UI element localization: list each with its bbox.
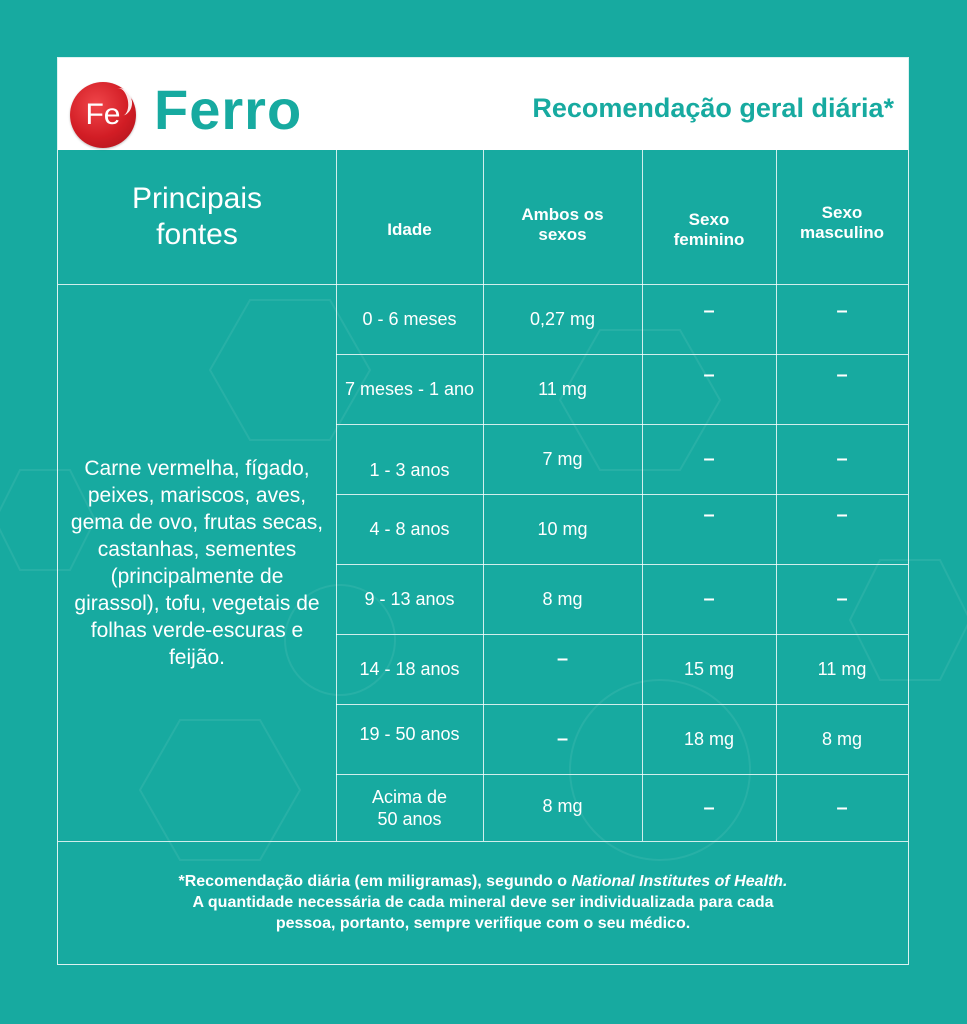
sources-header: [58, 150, 336, 284]
footnote: [58, 841, 908, 964]
age-cell: 9 - 13 anos: [364, 589, 455, 609]
age-cell: 4 - 8 anos: [369, 519, 450, 539]
age-cell: 0 - 6 meses: [362, 309, 457, 329]
iron-symbol-badge: [70, 82, 136, 148]
both-sexes-cell: 0,27 mg: [529, 309, 596, 329]
footnote-source: National Institutes of Health.: [571, 873, 788, 890]
female-cell: –: [703, 796, 715, 819]
card-header: [58, 58, 908, 150]
column-header-label: Ambos os sexos: [521, 205, 604, 244]
iron-card: [57, 57, 909, 965]
female-cell: –: [703, 588, 715, 610]
column-header-both: [483, 150, 642, 300]
column-header-label: Idade: [387, 220, 432, 239]
both-sexes-cell: 8 mg: [542, 589, 583, 609]
sources-header-label: Principais fontes: [131, 182, 263, 251]
both-sexes-cell: –: [556, 648, 569, 670]
age-cell: 14 - 18 anos: [359, 659, 460, 679]
footnote-line-2: A quantidade necessária de cada mineral deve ser individualizada para cada: [192, 894, 774, 911]
column-header-label: Sexo masculino: [799, 203, 885, 242]
both-sexes-cell: 7 mg: [542, 449, 583, 469]
age-cell-label: Acima de 50 anos: [371, 786, 448, 829]
food-sources-text: Carne vermelha, fígado, peixes, mariscos, aves, gema de ovo, frutas secas, castanhas, sementes (principalmente de girassol), tofu, vegetais de folhas verde-escuras e feijão.: [70, 456, 324, 669]
female-cell: –: [703, 448, 715, 470]
footnote-line-1: [58, 871, 908, 892]
male-cell: –: [836, 300, 848, 322]
male-cell: –: [836, 504, 848, 526]
age-cell: [336, 774, 483, 841]
page-title: Ferro: [154, 78, 303, 141]
female-cell: –: [703, 300, 715, 322]
male-cell: –: [836, 588, 848, 610]
male-cell: –: [836, 364, 848, 386]
both-sexes-cell: –: [556, 728, 569, 750]
age-cell: 1 - 3 anos: [369, 460, 450, 480]
both-sexes-cell: 10 mg: [537, 519, 588, 539]
female-cell: –: [703, 364, 715, 386]
badge-label: Fe: [85, 98, 121, 131]
female-cell: 15 mg: [683, 659, 735, 679]
age-cell: 19 - 50 anos: [359, 724, 460, 744]
footnote-line-3: pessoa, portanto, sempre verifique com o seu médico.: [275, 915, 691, 932]
footnote-prefix: *Recomendação diária (em miligramas), segundo o: [178, 873, 572, 890]
food-sources: [58, 284, 336, 841]
both-sexes-cell: 8 mg: [542, 796, 583, 816]
female-cell: –: [703, 504, 715, 526]
male-cell: 8 mg: [821, 729, 863, 749]
column-header-male: [776, 150, 908, 296]
male-cell: –: [836, 448, 848, 470]
page-subtitle: Recomendação geral diária*: [532, 93, 894, 123]
male-cell: –: [836, 796, 848, 819]
age-cell: 7 meses - 1 ano: [344, 379, 475, 399]
both-sexes-cell: 11 mg: [538, 379, 587, 399]
female-cell: 18 mg: [683, 729, 735, 749]
column-header-label: Sexo feminino: [673, 210, 745, 249]
male-cell: 11 mg: [817, 659, 867, 679]
